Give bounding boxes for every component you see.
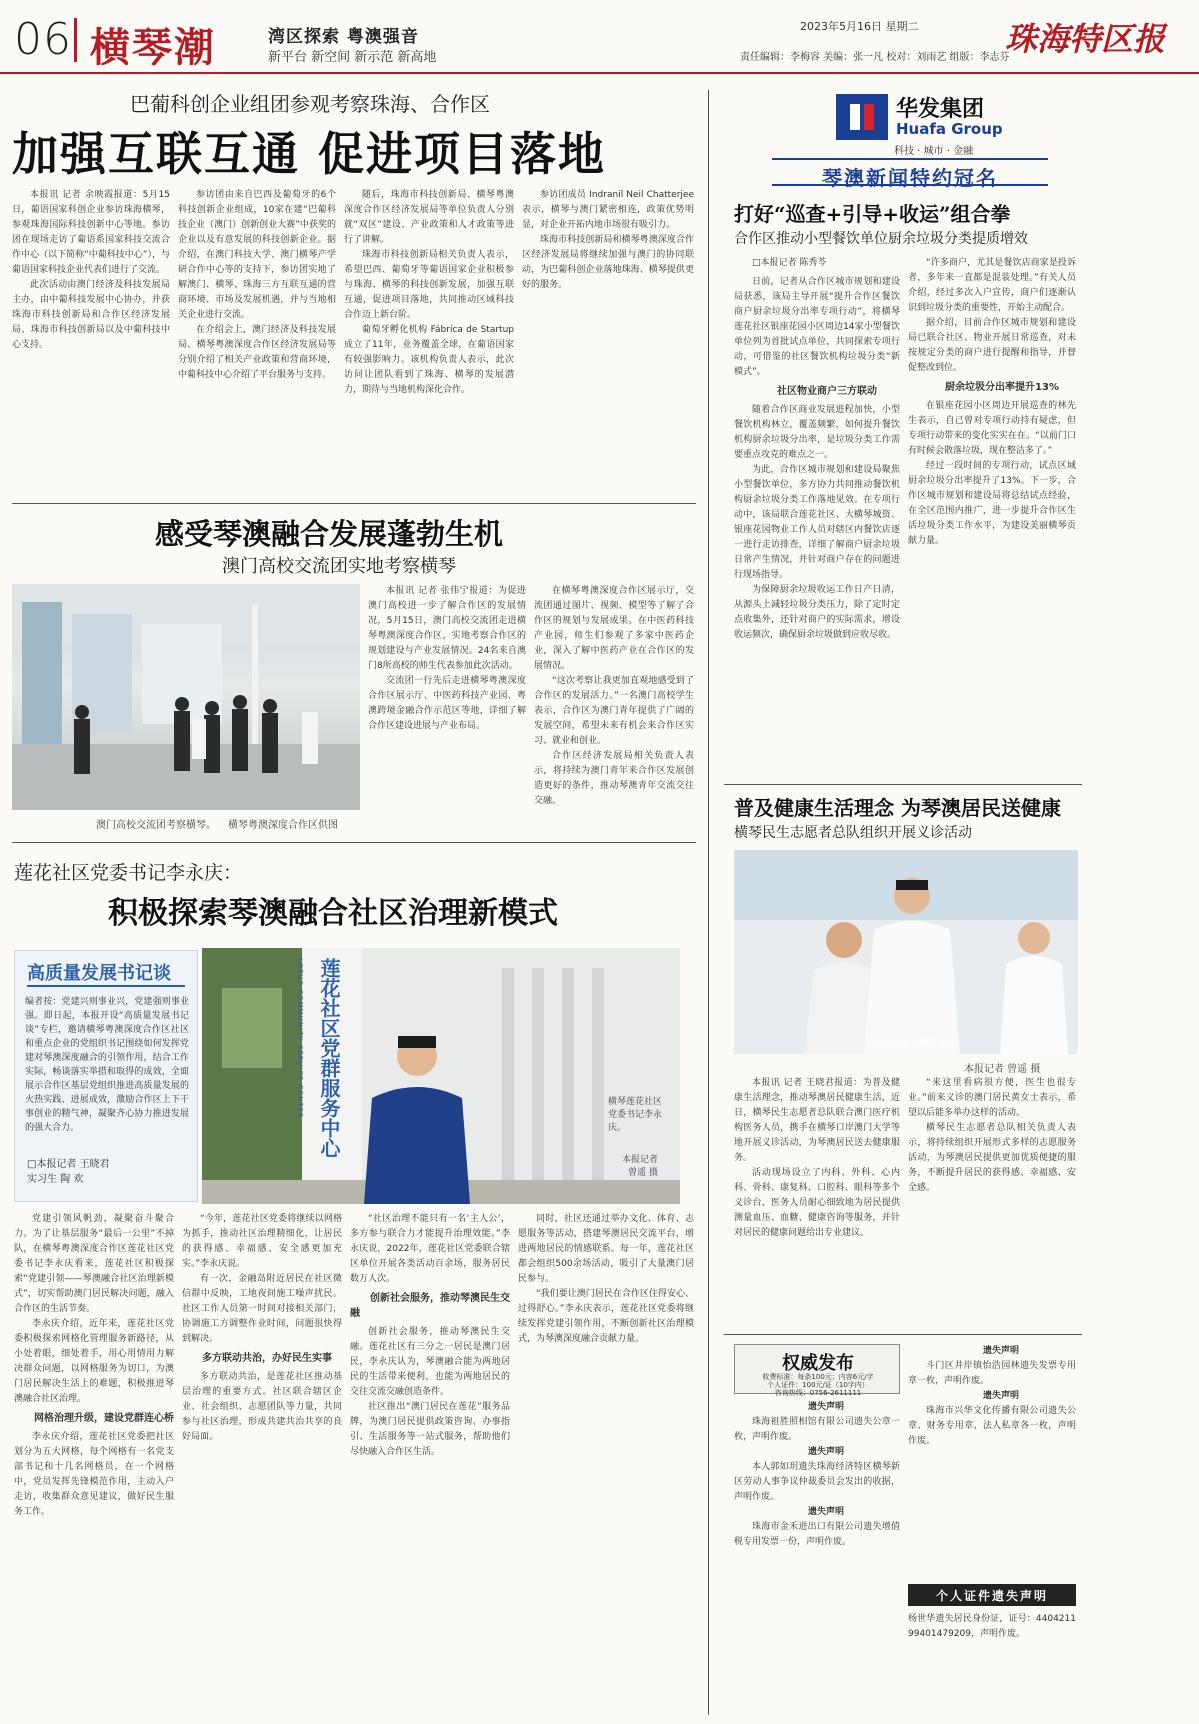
story3-section-head-3: 创新社会服务，推动琴澳民生交融	[350, 1293, 510, 1319]
story3-paragraph: “社区治理不能只有一名‘主人公’，多方参与联合力才能提升治理效能。”李永庆说，2022年，莲花社区党委联合辖区单位开展各类活动百余场，服务居民数万人次。	[350, 1214, 510, 1284]
story3-photo-caption: 横琴莲花社区党委书记李永庆。	[608, 1097, 663, 1133]
notice-text: 斗门区井岸镇怡浩园林遗失发票专用章一枚，声明作废。	[908, 1361, 1076, 1386]
story1-paragraph: 此次活动由澳门经济及科技发展局主办，由中葡科技发展中心协办，并获珠海市科技创新局和合作区经济发展局、珠海市科技创新局以及中葡科技中心支持。	[12, 280, 170, 350]
story1-column-4	[522, 188, 694, 498]
column-intro-box	[14, 950, 198, 1202]
story4-paragraph: 经过一段时间的专项行动，试点区域厨余垃圾分出率提升了13%。下一步，合作区城市规划和建设局将总结试点经验，在全区范围内推广，进一步提升合作区生活垃圾分类工作水平，为建设美丽横琴贡献力量。	[908, 461, 1076, 546]
story3-paragraph: 社区推出“澳门居民在莲花”服务品牌，为澳门居民提供政策咨询、办事指引、生活服务等一站式服务，帮助他们尽快融入合作区生活。	[350, 1402, 510, 1457]
notice-title: 遗失声明	[807, 1507, 844, 1517]
story3-photo-credit: 本报记者 曾遥 摄	[622, 1155, 659, 1178]
notice-banner: 权威发布	[782, 1353, 854, 1374]
story3-paragraph: “今年，莲花社区党委将继续以网格为抓手，推动社区治理精细化，让居民的获得感、幸福感、安全感更加充实。”李永庆说。	[182, 1214, 342, 1269]
story3-byline: □本报记者 王晓君 实习生 陶 欢	[27, 1159, 110, 1185]
story2-headline: 感受琴澳融合发展蓬勃生机	[155, 517, 504, 551]
id-notice-banner: 个人证件遗失声明	[935, 1589, 1048, 1603]
story4-paragraph: 随着合作区商业发展进程加快，小型餐饮机构林立，覆盖频繁，如何提升餐饮机构厨余垃圾分出率，是垃圾分类工作需要重点攻克的难点之一。	[734, 405, 900, 460]
service-center-sign: 莲花社区党群服务中心	[317, 958, 341, 1158]
story2-photo-caption: 澳门高校交流团考察横琴。	[96, 820, 216, 831]
story5-column-1	[734, 1076, 900, 1326]
issue-date: 2023年5月16日 星期二	[800, 20, 919, 33]
story4-paragraph: 在银座花园小区周边开展巡查的林先生表示，自己曾对专项行动持有疑虑，但专项行动带来的变化实实在在。“以前门口有时候会散落垃圾，现在整洁多了。”	[908, 401, 1076, 456]
service-center-sign-en: LOTUS COMMUNITY SERVICE CENTER	[296, 958, 304, 1119]
editor-note: 编者按：党建兴则事业兴，党建强则事业强。即日起，本报开设“高质量发展书记谈”专栏，邀请横琴粤澳深度合作区社区和重点企业的党组织书记围绕如何发挥党建对琴澳深度融合的引领作用，结合工作实际，畅谈落实举措和取得的成效，全面展示合作区基层党组织推进高质量发展的火热实践、进展成效，激励合作区上下干事创业的精气神，凝聚齐心协力推进发展的强大合力。	[25, 997, 189, 1133]
masthead-divider	[74, 18, 77, 62]
portrait-illustration	[202, 948, 680, 1204]
story5-photo	[734, 850, 1078, 1054]
story1-paragraph: 葡萄牙孵化机构 Fábrica de Startup 成立了11年，业务覆盖全球，在葡语国家有较强影响力。该机构负责人表示，此次访问让团队看到了珠海、横琴的发展潜力，期待与当地机构深化合作。	[344, 325, 514, 395]
visitors-illustration	[12, 584, 360, 810]
story5-subhead: 横琴民生志愿者总队组织开展义诊活动	[734, 825, 972, 841]
page-number: 06	[14, 14, 72, 65]
story1-column-1	[12, 188, 170, 498]
story4-paragraph: 据介绍，目前合作区城市规划和建设局已联合社区、物业开展日常巡查，对未按规定分类的商户进行提醒和指导，并督促整改到位。	[908, 318, 1076, 373]
story3-paragraph: “我们要让澳门居民在合作区住得安心、过得舒心。”李永庆表示，莲花社区党委将继续发挥党建引领作用，不断创新社区治理模式，为琴澳深度融合贡献力量。	[518, 1289, 694, 1344]
story1-paragraph: 参访团由来自巴西及葡萄牙的6个科技创新企业组成，10家在建“巴葡科技企业（澳门）创新创业大赛”中获奖的企业以及有意发展的科技创新企业。据介绍，在澳门科技大学、澳门横琴产学研合作中心等的支持下，参访团实地了解澳门、横琴、珠海三方互联互通的营商环境、市场及发展机遇，并与当地相关企业进行交流。	[178, 190, 336, 320]
story-divider	[724, 784, 1082, 785]
story4-byline: □本报记者 陈秀芩	[752, 258, 827, 268]
notice-text: 珠海市兴华文化传播有限公司遗失公章、财务专用章、法人私章各一枚，声明作废。	[908, 1406, 1076, 1446]
story2-paragraph: “这次考察让我更加直观地感受到了合作区的发展活力。”一名澳门高校学生表示，合作区为澳门青年提供了广阔的发展空间，希望未来有机会来合作区实习、就业和创业。	[534, 676, 694, 746]
story3-column-2	[182, 1212, 342, 1712]
story2-paragraph: 本报讯 记者 张伟宁报道：为促进澳门高校进一步了解合作区的发展情况，5月15日，澳门高校交流团走进横琴粤澳深度合作区，实地考察合作区的规划建设与产业发展情况。24名来自澳门8所高校的师生代表参加此次活动。	[368, 586, 526, 671]
story3-photo	[202, 948, 680, 1204]
story2-paragraph: 合作区经济发展局相关负责人表示，将持续为澳门青年来合作区发展创造更好的条件，推动琴澳青年交流交往交融。	[534, 751, 694, 806]
story4-paragraph: 日前，记者从合作区城市规划和建设局获悉，该局主导开展“提升合作区餐饮商户厨余垃圾分出率专项行动”，将横琴莲花社区银座花园小区周边14家小型餐饮单位列为首批试点单位，共同探索专项行动，可借鉴的社区餐饮机构垃圾分类“新模式”。	[734, 277, 900, 377]
story1-paragraph: 参访团成员 Indranil Neil Chatterjee 表示，横琴与澳门紧密相连，政策优势明显，对企业开拓内地市场很有吸引力。	[522, 190, 694, 230]
story1-column-2	[178, 188, 336, 498]
story-divider	[12, 842, 696, 843]
story3-section-head-1: 网格治理升级，建设党群连心桥	[34, 1413, 174, 1424]
story5-paragraph: “来这里看病很方便，医生也很专业。”前来义诊的澳门居民黄女士表示，希望以后能多举办这样的活动。	[908, 1078, 1076, 1118]
story3-column-4	[518, 1212, 694, 1712]
sponsor-name-cn: 华发集团	[896, 97, 985, 122]
id-notice-text: 杨世华遗失居民身份证，证号：440421199401479209，声明作废。	[908, 1614, 1076, 1639]
story5-paragraph: 横琴民生志愿者总队相关负责人表示，将持续组织开展形式多样的志愿服务活动，为琴澳居民提供更加优质便捷的服务，不断提升居民的获得感、幸福感、安全感。	[908, 1123, 1076, 1193]
story3-column-1	[14, 1212, 174, 1712]
story1-column-3	[344, 188, 514, 498]
story4-paragraph: “许多商户，尤其是餐饮店商家是投诉者，多年来一直都是混装处理。”有关人员介绍，经过多次入户宣传，商户们逐渐认识到垃圾分类的重要性，开始主动配合。	[908, 258, 1076, 313]
story3-kicker: 莲花社区党委书记李永庆：	[14, 862, 243, 884]
story1-paragraph: 在介绍会上，澳门经济及科技发展局、横琴粤澳深度合作区经济发展局等分别介绍了相关产业政策和营商环境，中葡科技中心介绍了平台服务与支持。	[178, 325, 336, 380]
story3-paragraph: 党建引领风帆劲，凝聚奋斗聚合力。为了让基层服务“最后一公里”不掉队，在横琴粤澳深度合作区莲花社区党委书记李永庆看来，莲花社区积极探索“党建引领——琴澳融合社区治理新模式”，切实帮助澳门居民解决问题，融入合作区的生活节奏。	[14, 1214, 174, 1314]
story2-paragraph: 在横琴粤澳深度合作区展示厅，交流团通过图片、视频、模型等了解了合作区的规划与发展成果。在中医药科技产业园，师生们参观了多家中医药企业，深入了解中医药产业在合作区的发展情况。	[534, 586, 694, 671]
story2-column-1	[368, 584, 526, 830]
notice-title: 遗失声明	[982, 1346, 1019, 1356]
notice-title: 遗失声明	[807, 1402, 844, 1412]
story3-headline: 积极探索琴澳融合社区治理新模式	[108, 896, 558, 931]
sponsor-tagline: 科技 · 城市 · 金融	[894, 146, 974, 157]
story4-column-1	[734, 256, 900, 776]
story1-paragraph: 珠海市科技创新局和横琴粤澳深度合作区经济发展局将继续加强与澳门的协同联动，为巴葡科创企业落地珠海、横琴提供更好的服务。	[522, 235, 694, 290]
story3-paragraph: 有一次，金融岛附近居民在社区微信群中反映，工地夜间施工噪声扰民。社区工作人员第一时间对接相关部门，协调施工方调整作业时间，问题很快得到解决。	[182, 1274, 342, 1344]
story5-column-2	[908, 1076, 1076, 1326]
sponsor-banner-text: 琴澳新闻特约冠名	[822, 166, 998, 190]
story-divider	[724, 1334, 1082, 1335]
story2-photo-credit: 横琴粤澳深度合作区供图	[228, 820, 338, 831]
huafa-logo-icon	[836, 94, 888, 140]
story3-section-head-2: 多方联动共治，办好民生实事	[202, 1353, 332, 1364]
notice-banner-box	[734, 1344, 900, 1397]
story1-paragraph: 本报讯 记者 余映霞报道：5月15日，葡语国家科创企业参访珠海横琴，参观珠海国际科技创新中心等地。参访团在现场走访了葡语系国家科技交流合作中心（以下简称“中葡科技中心”），与葡语国家科技企业代表们进行了交流。	[12, 190, 170, 275]
clinic-illustration	[734, 850, 1078, 1054]
story5-paragraph: 活动现场设立了内科、外科、心内科、骨科、康复科、口腔科、眼科等多个义诊台，医务人员耐心细致地为居民提供测量血压、血糖、健康咨询等服务，并针对居民的健康问题给出专业建议。	[734, 1168, 900, 1238]
story5-paragraph: 本报讯 记者 王晓君报道：为普及健康生活理念，推动琴澳居民健康生活，近日，横琴民生志愿者总队联合澳门医疗机构医务人员，携手在横琴口岸澳门大学等地开展义诊活动，为琴澳居民送去健康服务。	[734, 1078, 900, 1163]
section-name: 横琴潮	[90, 24, 216, 71]
story3-paragraph: 多方联动共治，是莲花社区推动基层治理的重要方式。社区联合辖区企业、社会组织、志愿团队等力量，共同参与社区治理，形成共建共治共享的良好局面。	[182, 1372, 342, 1442]
notice-text: 珠海市金禾进出口有限公司遗失增值税专用发票一份，声明作废。	[734, 1522, 900, 1547]
story4-subhead: 合作区推动小型餐饮单位厨余垃圾分类提质增效	[734, 231, 1028, 247]
story5-photo-credit: 本报记者 曾遥 摄	[964, 1064, 1041, 1075]
story4-paragraph: 为保障厨余垃圾收运工作日产日清，从源头上减轻垃圾分类压力，除了定时定点收集外，还针对商户的实际需求，增设收运频次，确保厨余垃圾做到应收尽收。	[734, 585, 900, 640]
story5-photo-caption: 骨科专家为居民义诊。	[874, 1039, 965, 1049]
story1-headline: 加强互联互通 促进项目落地	[12, 127, 607, 181]
story4-paragraph: 为此，合作区城市规划和建设局聚焦小型餐饮单位，多方协力共同推动餐饮机构厨余垃圾分类工作落地见效。在专项行动中，该局联合莲花社区、大横琴城资、银座花园物业工作人员对辖区内餐饮店逐一进行走访排查，详细了解商户厨余垃圾日常产生情况，并针对商户存在的问题进行现场指导。	[734, 465, 900, 580]
story1-paragraph: 珠海市科技创新局相关负责人表示，希望巴西、葡萄牙等葡语国家企业积极参与珠海、横琴的科技创新发展，加强互联互通，促进项目落地，共同推动区域科技合作迈上新台阶。	[344, 250, 514, 320]
story3-paragraph: 李永庆介绍，近年来，莲花社区党委积极探索网格化管理服务新路径，从小处着眼，细处着手，用心用情用力解决群众问题，以网格服务为切口，为澳门居民解决生活上的难题，积极推进琴澳融合社区治理。	[14, 1319, 174, 1404]
story3-column-3	[350, 1212, 510, 1712]
story2-paragraph: 交流团一行先后走进横琴粤澳深度合作区展示厅、中医药科技产业园、粤澳跨境金融合作示范区等地，详细了解合作区建设进展与产业布局。	[368, 676, 526, 731]
story1-paragraph: 随后，珠海市科技创新局、横琴粤澳深度合作区经济发展局等单位负责人分别就“双区”建设、产业政策和人才政策等进行了讲解。	[344, 190, 514, 245]
notice-column-2	[908, 1344, 1076, 1578]
story4-section-head-2: 厨余垃圾分出率提升13%	[945, 382, 1059, 393]
sponsor-name-en: Huafa Group	[896, 120, 1003, 138]
sponsor-banner	[772, 158, 1048, 190]
notice-text: 珠海祖胜照相馆有限公司遗失公章一枚，声明作废。	[734, 1417, 900, 1442]
story4-column-2	[908, 256, 1076, 776]
story3-paragraph: 创新社会服务，推动琴澳民生交融。莲花社区有三分之一居民是澳门居民，李永庆认为，琴澳融合能为两地居民的生活带来便利，也能为两地居民的交往交流交融创造条件。	[350, 1327, 510, 1397]
story4-section-head-1: 社区物业商户三方联动	[777, 386, 877, 397]
notice-column-1	[734, 1400, 900, 1712]
section-slogan-bottom: 新平台 新空间 新示范 新高地	[268, 50, 437, 65]
masthead	[0, 0, 1199, 74]
notice-title: 遗失声明	[807, 1447, 844, 1457]
editorial-credits: 责任编辑：李梅容 美编：张一凡 校对：刘雨艺 组版：李志芬	[740, 52, 1010, 63]
column-title: 高质量发展书记谈	[27, 963, 171, 984]
story1-kicker: 巴葡科创企业组团参观考察珠海、合作区	[130, 92, 490, 116]
notice-text: 本人郭如玥遗失珠海经济特区横琴新区劳动人事争议仲裁委员会发出的收据，声明作废。	[734, 1462, 900, 1502]
story2-subhead: 澳门高校交流团实地考察横琴	[222, 556, 456, 577]
notice-title: 遗失声明	[982, 1391, 1019, 1401]
story5-headline: 普及健康生活理念 为琴澳居民送健康	[734, 796, 1061, 820]
story2-column-2	[534, 584, 694, 830]
story2-photo	[12, 584, 360, 810]
id-notice-banner-box	[908, 1584, 1076, 1606]
story3-paragraph: 同时，社区还通过举办文化、体育、志愿服务等活动，搭建琴澳居民交流平台，增进两地居民的情感联系。每一年，莲花社区都会组织500余场活动，吸引了大量澳门居民参与。	[518, 1214, 694, 1284]
story4-headline: 打好“巡查+引导+收运”组合拳	[734, 202, 1011, 226]
column-title-underline	[27, 985, 185, 987]
newspaper-logo: 珠海特区报	[1005, 20, 1166, 58]
story-divider	[12, 503, 696, 504]
section-slogan-top: 湾区探索 粤澳强音	[268, 27, 419, 47]
notice-rates: 收费标准：每条100元；内容6元/字 个人证件：100元/证（10字内） 咨询热线：0756-2611111	[762, 1373, 874, 1397]
column-divider	[708, 90, 709, 1715]
story3-paragraph: 李永庆介绍，莲花社区党委把社区划分为五大网格，每个网格有一名党支部书记和十几名网格员，在一个网格中，党员发挥先锋模范作用，主动入户走访，收集群众意见建议，做好民生服务工作。	[14, 1432, 174, 1517]
